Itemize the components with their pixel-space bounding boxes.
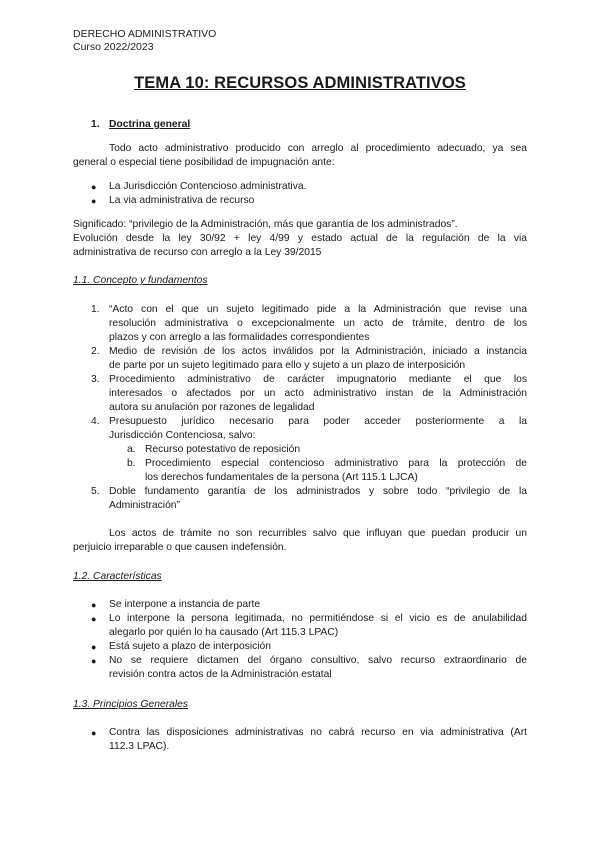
list-item-line: Doble fundamento garantía de los administrados y sobre todo “privilegio de la (109, 486, 527, 497)
list-item-line: “Acto con el que un sujeto legitimado pide a la Administración que revise una (109, 304, 527, 315)
list-item-line: de parte por un sujeto legitimado para ello y sujeto a un plazo de interposición (109, 360, 466, 371)
bullet-icon: ● (91, 614, 97, 624)
closing-line-2: perjuicio irreparable o que causen indefensión. (73, 542, 287, 553)
list-item-line: plazos y con arreglo a las formalidades correspondientes (109, 332, 370, 343)
bullet-icon: ● (91, 656, 97, 666)
list-item-line: 112.3 LPAC). (109, 741, 170, 752)
course-year: Curso 2022/2023 (73, 41, 154, 53)
sublist-letter: a. (127, 444, 136, 455)
subsection-heading: 1.2. Características (73, 571, 162, 582)
bullet-icon: ● (91, 182, 97, 192)
list-item-line: revisión contra actos de la Administración estatal (109, 669, 332, 680)
list-item-line: Procedimiento administrativo de carácter impugnatorio mediante el que los (109, 374, 527, 385)
closing-line-1: Los actos de trámite no son recurribles salvo que influyan que puedan producir un (109, 528, 527, 539)
section-heading: Doctrina general (109, 119, 191, 130)
sublist-letter: b. (127, 458, 136, 469)
list-number: 1. (91, 304, 100, 315)
list-item-line: Administración” (109, 500, 180, 511)
list-item-line: Contra las disposiciones administrativas no cabrá recurso en via administrativa (Art (109, 727, 527, 738)
evolucion-line-2: administrativa de recurso con arreglo a la Ley 39/2015 (73, 247, 322, 258)
significado-text: Significado: “privilegio de la Administración, más que garantía de los administrados”. (73, 219, 458, 230)
list-number: 2. (91, 346, 100, 357)
list-item-line: Lo interpone la persona legitimada, no permitiéndose si el vicio es de anulabilidad (109, 613, 527, 624)
subsection-heading: 1.3. Principios Generales (73, 699, 189, 710)
sublist-item-line: Recurso potestativo de reposición (145, 444, 301, 455)
list-item-line: Jurisdicción Contenciosa, salvo: (109, 430, 256, 441)
list-item-line: interesados o afectados por un acto administrativo instan de la Administración (109, 388, 527, 399)
list-number: 4. (91, 416, 100, 427)
bullet-icon: ● (91, 728, 97, 738)
list-item-line: Se interpone a instancia de parte (109, 599, 261, 610)
list-number: 3. (91, 374, 100, 385)
list-item-line: Está sujeto a plazo de interposición (109, 641, 271, 652)
page-title: TEMA 10: RECURSOS ADMINISTRATIVOS (134, 74, 466, 92)
evolucion-line-1: Evolución desde la ley 30/92 + ley 4/99 y estado actual de la regulación de la via (73, 233, 527, 244)
list-number: 5. (91, 486, 100, 497)
list-item-line: autora su anulación por razones de legalidad (109, 402, 315, 413)
bullet-icon: ● (91, 642, 97, 652)
list-item-line: resolución administrativa o excepcionalmente un acto de trámite, dentro de los (109, 318, 527, 329)
list-item-line: No se requiere dictamen del órgano consultivo, salvo recurso extraordinario de (109, 655, 527, 666)
intro-line-2: general o especial tiene posibilidad de impugnación ante: (73, 157, 335, 168)
list-item: La via administrativa de recurso (109, 195, 255, 206)
list-item: La Jurisdicción Contencioso administrativa. (109, 181, 307, 192)
list-item-line: Presupuesto jurídico necesario para poder acceder posteriormente a la (109, 416, 527, 427)
section-number: 1. (91, 119, 100, 130)
list-item-line: alegarlo por quién lo ha causado (Art 115.3 LPAC) (109, 627, 339, 638)
sublist-item-line: Procedimiento especial contencioso administrativo para la protección de (145, 458, 527, 469)
bullet-icon: ● (91, 600, 97, 610)
sublist-item-line: los derechos fundamentales de la persona (Art 115.1 LJCA) (145, 472, 418, 483)
intro-line-1: Todo acto administrativo producido con arreglo al procedimiento adecuado, ya sea (109, 143, 527, 154)
list-item-line: Medio de revisión de los actos inválidos por la Administración, iniciado a instancia (109, 346, 527, 357)
bullet-icon: ● (91, 196, 97, 206)
subsection-heading: 1.1. Concepto y fundamentos (73, 275, 208, 286)
course-name: DERECHO ADMINISTRATIVO (73, 28, 217, 40)
